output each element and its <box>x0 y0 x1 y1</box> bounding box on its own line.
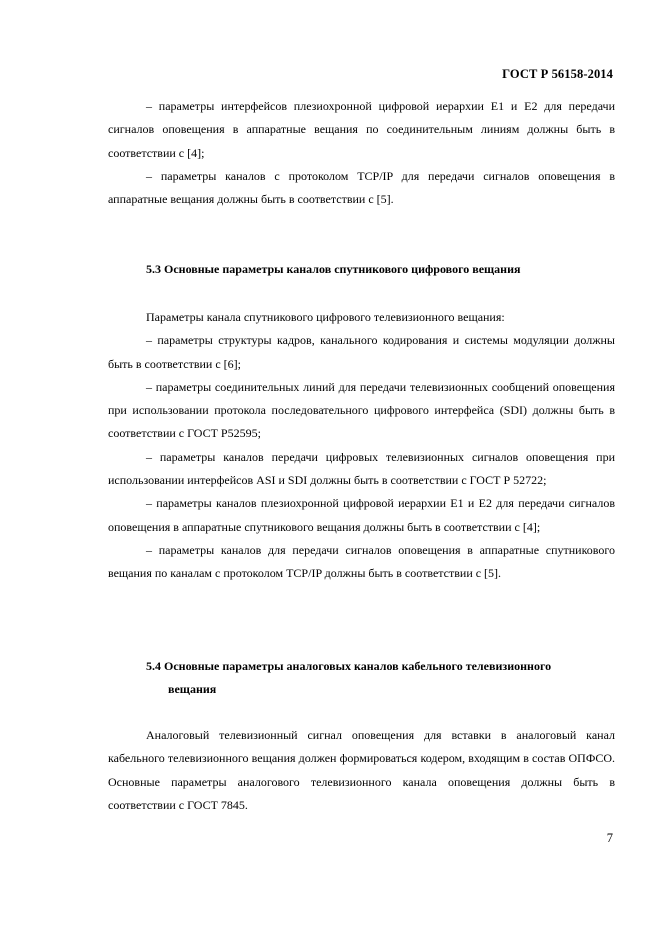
section-heading-line-1: 5.4 Основные параметры аналоговых каналов кабельного телевизионного <box>146 659 552 673</box>
section-heading-text: 5.3 Основные параметры каналов спутникового цифрового вещания <box>146 262 521 276</box>
section-intro: Параметры канала спутникового цифрового телевизионного вещания: <box>146 310 505 324</box>
list-item: – параметры каналов передачи цифровых телевизионных сигналов оповещения при использовании интерфейсов ASI и SDI должны быть в соответствии с ГОСТ Р 52722; <box>108 449 615 488</box>
section-5-4-heading <box>108 655 615 702</box>
list-item: – параметры каналов плезиохронной цифровой иерархии Е1 и Е2 для передачи сигналов оповещения в аппаратные спутникового вещания должны быть в соответствии с [4]; <box>108 496 615 534</box>
page-number: 7 <box>606 831 613 845</box>
section-paragraph: Аналоговый телевизионный сигнал оповещения для вставки в аналоговый канал кабельного телевизионного вещания должен формироваться кодером, входящим в состав ОПФСО. Основные параметры аналогового телевизионного канала оповещения должны быть в соответствии с ГОСТ 7845. <box>108 728 615 812</box>
list-item: – параметры структуры кадров, канального кодирования и системы модуляции должны быть в соответствии с [6]; <box>108 333 615 371</box>
document-code: ГОСТ Р 56158-2014 <box>502 67 613 81</box>
section-5-3-body <box>108 306 615 586</box>
interfaces-list <box>108 95 615 211</box>
list-item: – параметры соединительных линий для передачи телевизионных сообщений оповещения при использовании протокола последовательного цифрового интерфейса (SDI) должны быть в соответствии с ГОСТ Р52595; <box>108 379 615 441</box>
list-item: – параметры каналов с протоколом TCP/IP для передачи сигналов оповещения в аппаратные вещания должны быть в соответствии с [5]. <box>108 168 615 207</box>
section-5-4-body <box>108 724 615 817</box>
list-item: – параметры каналов для передачи сигналов оповещения в аппаратные спутникового вещания по каналам с протоколом TCP/IP должны быть в соответствии с [5]. <box>108 542 615 581</box>
list-item: – параметры интерфейсов плезиохронной цифровой иерархии Е1 и Е2 для передачи сигналов оповещения в аппаратные вещания по соединительным линиям должны быть в соответствии с [4]; <box>108 99 615 160</box>
section-heading-line-2: вещания <box>168 682 217 697</box>
section-5-3-heading <box>108 258 615 281</box>
